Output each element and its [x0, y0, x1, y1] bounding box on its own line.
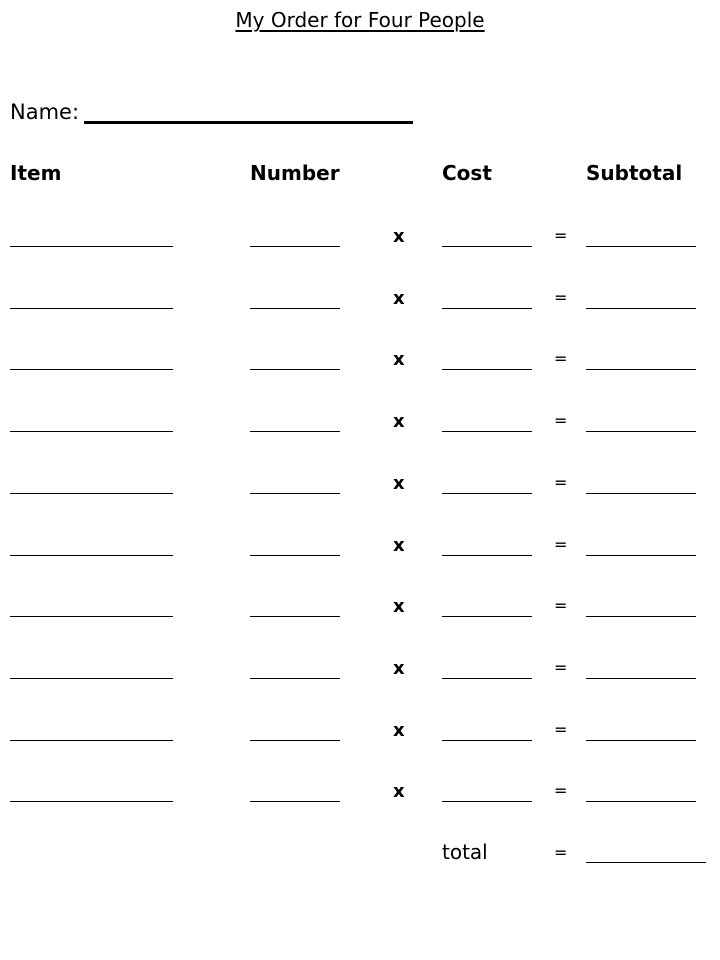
- equals-sign: =: [554, 411, 568, 431]
- subtotal-blank[interactable]: [586, 555, 696, 556]
- item-blank[interactable]: [10, 616, 173, 617]
- equals-sign: =: [554, 657, 568, 677]
- header-cost: Cost: [442, 161, 492, 185]
- item-blank[interactable]: [10, 308, 173, 309]
- times-sign: x: [393, 472, 405, 494]
- header-number: Number: [250, 161, 340, 185]
- equals-sign: =: [554, 226, 568, 245]
- worksheet-title: My Order for Four People: [235, 8, 485, 32]
- subtotal-blank[interactable]: [586, 801, 696, 802]
- order-row: [0, 268, 720, 308]
- times-sign: x: [393, 657, 405, 679]
- cost-blank[interactable]: [442, 678, 532, 679]
- times-sign: x: [393, 349, 405, 371]
- number-blank[interactable]: [250, 740, 340, 741]
- number-blank[interactable]: [250, 555, 340, 556]
- times-sign: x: [393, 287, 405, 309]
- header-item: Item: [10, 161, 62, 185]
- total-equals-sign: =: [554, 843, 568, 862]
- cost-blank[interactable]: [442, 369, 532, 370]
- equals-sign: =: [554, 719, 568, 739]
- equals-sign: =: [554, 287, 568, 307]
- item-blank[interactable]: [10, 246, 173, 247]
- item-blank[interactable]: [10, 678, 173, 679]
- item-blank[interactable]: [10, 431, 173, 432]
- cost-blank[interactable]: [442, 431, 532, 432]
- order-row: [0, 391, 720, 431]
- subtotal-blank[interactable]: [586, 616, 696, 617]
- times-sign: x: [393, 411, 405, 433]
- equals-sign: =: [554, 349, 568, 369]
- total-blank[interactable]: [586, 862, 706, 863]
- cost-blank[interactable]: [442, 246, 532, 247]
- number-blank[interactable]: [250, 308, 340, 309]
- total-label: total: [442, 840, 488, 864]
- subtotal-blank[interactable]: [586, 308, 696, 309]
- equals-sign: =: [554, 596, 568, 616]
- number-blank[interactable]: [250, 616, 340, 617]
- order-row: [0, 576, 720, 616]
- order-row: [0, 761, 720, 801]
- cost-blank[interactable]: [442, 740, 532, 741]
- equals-sign: =: [554, 781, 568, 801]
- subtotal-blank[interactable]: [586, 246, 696, 247]
- order-row: [0, 700, 720, 740]
- item-blank[interactable]: [10, 801, 173, 802]
- cost-blank[interactable]: [442, 493, 532, 494]
- order-row: [0, 638, 720, 678]
- subtotal-blank[interactable]: [586, 369, 696, 370]
- item-blank[interactable]: [10, 555, 173, 556]
- times-sign: x: [393, 534, 405, 556]
- equals-sign: =: [554, 534, 568, 554]
- item-blank[interactable]: [10, 369, 173, 370]
- number-blank[interactable]: [250, 678, 340, 679]
- times-sign: x: [393, 596, 405, 618]
- subtotal-blank[interactable]: [586, 678, 696, 679]
- order-row: [0, 206, 720, 246]
- number-blank[interactable]: [250, 369, 340, 370]
- item-blank[interactable]: [10, 493, 173, 494]
- number-blank[interactable]: [250, 246, 340, 247]
- number-blank[interactable]: [250, 801, 340, 802]
- subtotal-blank[interactable]: [586, 431, 696, 432]
- name-label: Name:: [10, 100, 80, 124]
- order-row: [0, 515, 720, 555]
- subtotal-blank[interactable]: [586, 493, 696, 494]
- number-blank[interactable]: [250, 493, 340, 494]
- times-sign: x: [393, 226, 405, 247]
- number-blank[interactable]: [250, 431, 340, 432]
- times-sign: x: [393, 781, 405, 803]
- cost-blank[interactable]: [442, 801, 532, 802]
- cost-blank[interactable]: [442, 308, 532, 309]
- subtotal-blank[interactable]: [586, 740, 696, 741]
- equals-sign: =: [554, 472, 568, 492]
- cost-blank[interactable]: [442, 555, 532, 556]
- order-row: [0, 453, 720, 493]
- cost-blank[interactable]: [442, 616, 532, 617]
- name-blank[interactable]: [84, 121, 413, 124]
- header-subtotal: Subtotal: [586, 161, 683, 185]
- order-row: [0, 329, 720, 369]
- times-sign: x: [393, 719, 405, 741]
- item-blank[interactable]: [10, 740, 173, 741]
